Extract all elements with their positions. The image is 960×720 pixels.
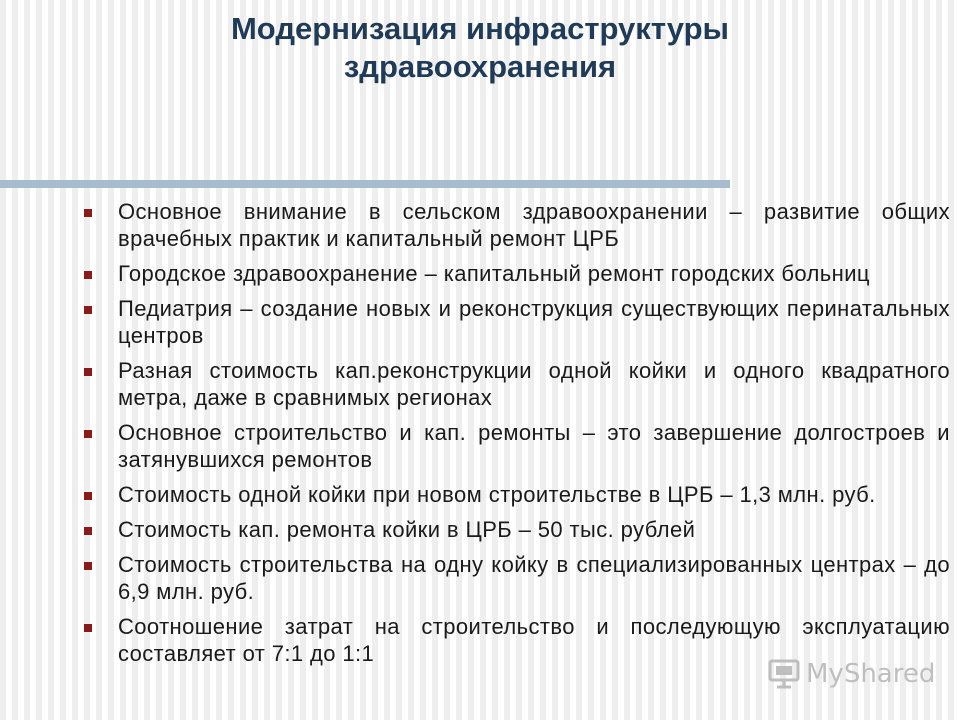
square-bullet-icon xyxy=(84,527,92,535)
watermark xyxy=(768,656,935,692)
slide-title-line-2: здравоохранения xyxy=(343,49,617,84)
bullet-text: Разная стоимость кап.реконструкции одной койки и одного квадратного метра, даже в сравнимых регионах xyxy=(118,358,950,410)
bullet-list xyxy=(80,198,950,675)
slide-title xyxy=(0,10,960,86)
bullet-text: Соотношение затрат на строительство и последующую эксплуатацию составляет от 7:1 до 1:1 xyxy=(118,614,950,666)
square-bullet-icon xyxy=(84,209,92,217)
bullet-text: Стоимость строительства на одну койку в специализированных центрах – до 6,9 млн. руб. xyxy=(118,552,950,604)
bullet-item xyxy=(80,198,950,252)
presentation-board-icon xyxy=(768,659,800,689)
watermark-text: MyShared xyxy=(806,659,936,689)
bullet-item xyxy=(80,551,950,605)
bullet-text: Стоимость одной койки при новом строительстве в ЦРБ – 1,3 млн. руб. xyxy=(118,482,876,507)
bullet-text: Основное строительство и кап. ремонты – это завершение долгостроев и затянувшихся ремонтов xyxy=(118,420,950,472)
bullet-text: Педиатрия – создание новых и реконструкция существующих перинатальных центров xyxy=(118,296,950,348)
bullet-text: Городское здравоохранение – капитальный ремонт городских больниц xyxy=(118,261,870,286)
bullet-item xyxy=(80,481,950,508)
square-bullet-icon xyxy=(84,624,92,632)
square-bullet-icon xyxy=(84,368,92,376)
square-bullet-icon xyxy=(84,492,92,500)
square-bullet-icon xyxy=(84,430,92,438)
bullet-text: Основное внимание в сельском здравоохранении – развитие общих врачебных практик и капитальный ремонт ЦРБ xyxy=(118,199,950,251)
square-bullet-icon xyxy=(84,562,92,570)
bullet-item xyxy=(80,419,950,473)
square-bullet-icon xyxy=(84,306,92,314)
slide-title-line-1: Модернизация инфраструктуры xyxy=(230,11,730,46)
bullet-item xyxy=(80,516,950,543)
square-bullet-icon xyxy=(84,271,92,279)
bullet-item xyxy=(80,357,950,411)
title-divider xyxy=(0,180,730,188)
bullet-item xyxy=(80,260,950,287)
bullet-item xyxy=(80,295,950,349)
bullet-text: Стоимость кап. ремонта койки в ЦРБ – 50 тыс. рублей xyxy=(118,517,696,542)
